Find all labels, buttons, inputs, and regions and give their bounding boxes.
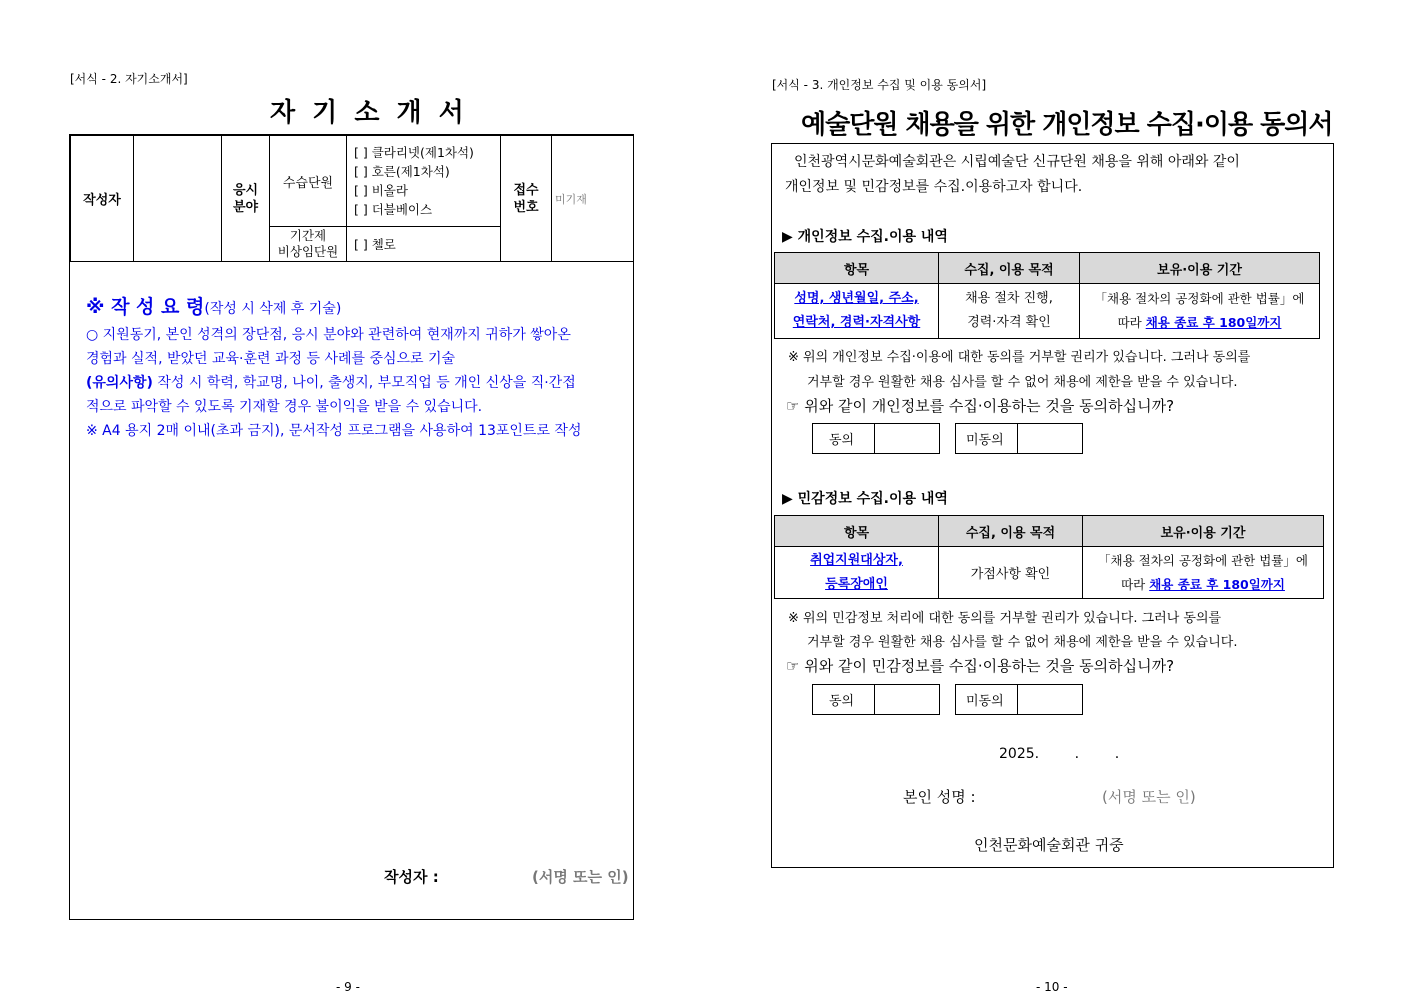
sensitive-items — [775, 547, 939, 599]
sensitive-period — [1083, 547, 1324, 599]
sensitive-period-prefix: 따라 — [1121, 576, 1150, 592]
sensitive-purpose: 가점사항 확인 — [939, 547, 1083, 599]
a4-note: ※ A4 용지 2매 이내(초과 금지), 문서작성 프로그램을 사용하여 13포인트로 작성 — [86, 423, 582, 439]
intro-line-2: 개인정보 및 민감정보를 수집.이용하고자 합니다. — [785, 179, 1083, 195]
guide-subheading: (작성 시 삭제 후 기술) — [204, 301, 342, 317]
guide-body — [86, 323, 631, 443]
option-clarinet[interactable]: [ ] 클라리넷(제1차석) — [354, 145, 474, 160]
sensitive-question: ☞ 위와 같이 민감정보를 수집·이용하는 것을 동의하십니까? — [786, 657, 1175, 675]
form-label-consent: [서식 - 3. 개인정보 수집 및 이용 동의서] — [772, 78, 987, 92]
caution-text-1: 작성 시 학력, 학교명, 나이, 출생지, 부모직업 등 개인 신상을 직·간접 — [152, 375, 576, 391]
personal-question: ☞ 위와 같이 개인정보를 수집·이용하는 것을 동의하십니까? — [786, 397, 1175, 415]
sensitive-col-period: 보유·이용 기간 — [1083, 516, 1324, 547]
sensitive-agree-box[interactable] — [812, 684, 940, 715]
writer-value-cell[interactable] — [134, 136, 222, 262]
applicant-info-table — [70, 135, 634, 262]
name-label: 본인 성명 : — [903, 788, 976, 806]
sensitive-period-1: 「채용 절차의 공정화에 관한 법률」에 — [1098, 552, 1308, 568]
intern-label: 수습단원 — [270, 136, 347, 227]
guide-heading: ※ 작 성 요 령 — [86, 296, 205, 318]
personal-period-2: 채용 종료 후 180일까지 — [1145, 315, 1282, 330]
personal-refuse-2: 거부할 경우 원활한 채용 심사를 할 수 없어 채용에 제한을 받을 수 있습니다. — [807, 375, 1238, 390]
sensitive-period-2: 채용 종료 후 180일까지 — [1149, 576, 1285, 592]
intro-line-1: 인천광역시문화예술회관은 시립예술단 신규단원 채용을 위해 아래와 같이 — [794, 154, 1240, 170]
sensitive-refuse-1: ※ 위의 민감정보 처리에 대한 동의를 거부할 권리가 있습니다. 그러나 동의를 — [788, 611, 1222, 626]
sensitive-agree-field[interactable] — [875, 685, 939, 714]
personal-disagree-label: 미동의 — [956, 424, 1018, 453]
sensitive-col-purpose: 수집, 이용 목적 — [939, 516, 1083, 547]
consent-frame — [771, 143, 1334, 868]
sensitive-heading: ▶ 민감정보 수집.이용 내역 — [782, 491, 948, 507]
sensitive-item-1: 취업지원대상자, — [810, 552, 903, 568]
caution-label: (유의사항) — [86, 375, 153, 391]
contract-label: 기간제 비상임단원 — [270, 227, 347, 262]
sensitive-info-table — [774, 515, 1324, 599]
page-title-self-intro: 자 기 소 개 서 — [270, 98, 468, 128]
guide-line-2: 경험과 실적, 받았던 교육·훈련 과정 등 사례를 중심으로 기술 — [86, 351, 456, 367]
option-cello[interactable]: [ ] 첼로 — [347, 227, 501, 262]
field-label: 응시 분야 — [222, 136, 270, 262]
writer-label: 작성자 — [71, 136, 134, 262]
personal-item-1: 성명, 생년월일, 주소, — [794, 291, 919, 306]
date-line: 2025. . . — [999, 746, 1120, 762]
sign-label: 작성자 : — [384, 868, 439, 886]
form-label-self-intro: [서식 - 2. 자기소개서] — [70, 72, 188, 86]
sensitive-disagree-field[interactable] — [1018, 685, 1082, 714]
sensitive-disagree-box[interactable] — [955, 684, 1083, 715]
personal-period-1: 「채용 절차의 공정화에 관한 법률」에 — [1094, 291, 1305, 306]
personal-items — [775, 284, 939, 339]
sensitive-period-2-row — [1083, 573, 1323, 597]
receipt-label: 접수 번호 — [501, 136, 552, 262]
personal-heading: ▶ 개인정보 수집.이용 내역 — [782, 229, 948, 245]
sign-hint: (서명 또는 인) — [532, 868, 629, 886]
personal-purpose-2: 경력·자격 확인 — [967, 315, 1051, 330]
receipt-value: 미기재 — [552, 136, 634, 262]
personal-period — [1080, 284, 1320, 339]
sensitive-agree-label: 동의 — [813, 685, 875, 714]
option-viola[interactable]: [ ] 비올라 — [354, 183, 408, 198]
self-intro-frame — [69, 134, 634, 920]
personal-info-table — [774, 252, 1320, 339]
personal-period-2-row — [1080, 311, 1319, 335]
intern-options[interactable] — [347, 136, 501, 227]
option-horn[interactable]: [ ] 호른(제1차석) — [354, 164, 450, 179]
personal-agree-label: 동의 — [813, 424, 875, 453]
guide-line-1: ○ 지원동기, 본인 성격의 장단점, 응시 분야와 관련하여 현재까지 귀하가 쌓아온 — [86, 327, 571, 343]
sensitive-item-2: 등록장애인 — [825, 576, 888, 592]
personal-purpose — [939, 284, 1080, 339]
page-number-left: - 9 - — [336, 980, 360, 994]
personal-disagree-box[interactable] — [955, 423, 1083, 454]
sensitive-col-item: 항목 — [775, 516, 939, 547]
option-double-bass[interactable]: [ ] 더블베이스 — [354, 202, 433, 217]
personal-period-prefix: 따라 — [1117, 315, 1146, 330]
personal-item-2: 연락처, 경력·자격사항 — [792, 315, 921, 330]
page-title-consent: 예술단원 채용을 위한 개인정보 수집·이용 동의서 — [801, 110, 1333, 140]
personal-purpose-1: 채용 절차 진행, — [965, 291, 1053, 306]
col-item: 항목 — [775, 253, 939, 284]
personal-refuse-1: ※ 위의 개인정보 수집·이용에 대한 동의를 거부할 권리가 있습니다. 그러나 동의를 — [788, 350, 1251, 365]
sensitive-disagree-label: 미동의 — [956, 685, 1018, 714]
sensitive-refuse-2: 거부할 경우 원활한 채용 심사를 할 수 없어 채용에 제한을 받을 수 있습니다. — [807, 635, 1238, 650]
caution-line-1 — [86, 371, 631, 395]
personal-disagree-field[interactable] — [1018, 424, 1082, 453]
page-number-right: - 10 - — [1036, 980, 1068, 994]
personal-agree-field[interactable] — [875, 424, 939, 453]
col-period: 보유·이용 기간 — [1080, 253, 1320, 284]
col-purpose: 수집, 이용 목적 — [939, 253, 1080, 284]
name-hint: (서명 또는 인) — [1102, 788, 1196, 806]
personal-agree-box[interactable] — [812, 423, 940, 454]
caution-line-2: 적으로 파악할 수 있도록 기재할 경우 불이익을 받을 수 있습니다. — [86, 399, 483, 415]
guide-heading-row — [86, 292, 631, 324]
footer-recipient: 인천문화예술회관 귀중 — [974, 836, 1124, 854]
